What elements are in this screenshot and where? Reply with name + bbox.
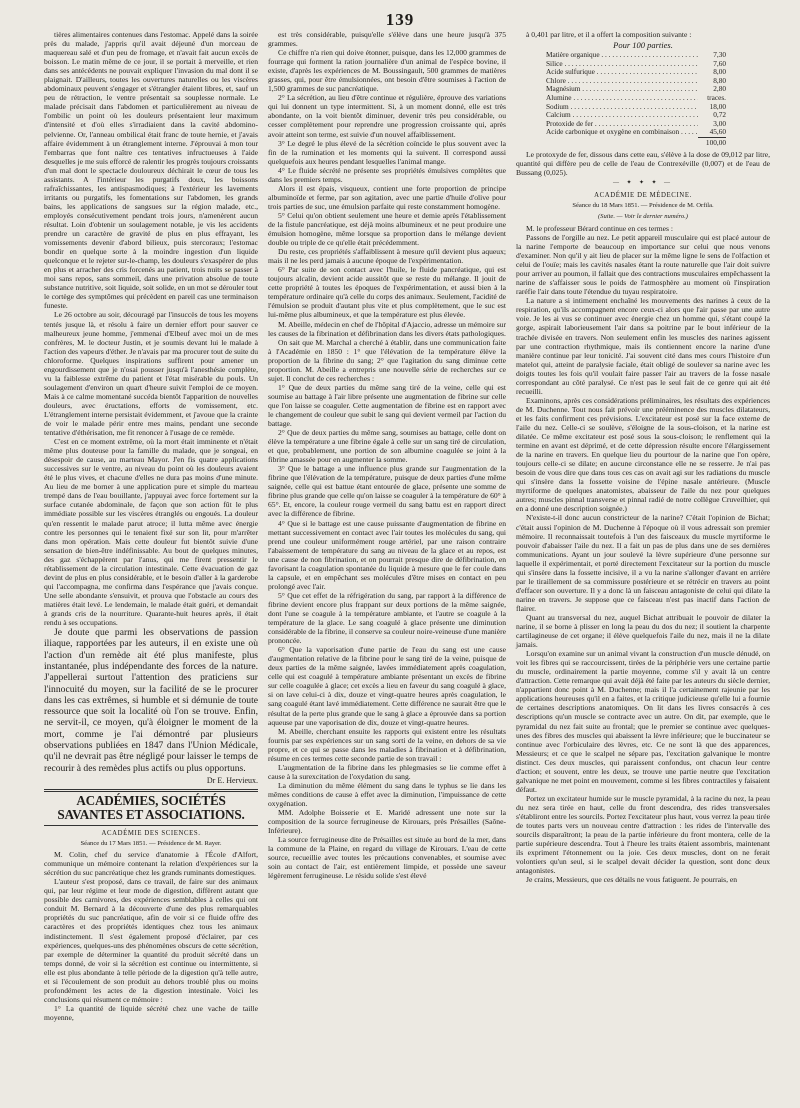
article-paragraph: 4° Le fluide sécrété ne présente ses propriétés émulsives complètes que dans les premiers temps. xyxy=(268,165,506,184)
article-paragraph: Examinons, après ces considérations préliminaires, les résultats des expériences de M. Duchenne. Tout nous fait prévoir une prééminence des muscles dilatateurs, et les faits confirment ces prévisions. L'excitateur est posé sur la face externe de l'aile du nez. Celle-ci se soulève, s'éloigne de la sous-cloison, et la narine est dilatée. Ce même excitateur est posé sous la sous-cloison; le renflement qui la termine en avant est déprimé, et de cette dépression résulte encore l'élargissement de la narine en travers. En quelque lieu du pourtour de la narine que l'on opère, toujours celle-ci se dilate; en aucune circonstance elle ne se resserre. Je n'ai pas besoin de vous dire que dans tous ces cas on avait agi sur les radiations du muscle qui s'insère dans la fossette voisine de l'épine nasale antérieure. (Muscle myrtiforme de quelques anatomistes, abaisseur de l'aile du nez pour quelques autres; muscles pinnal transverse et pinnal radié de notre collègue Cruveilhier, qui en a donné une description soignée.) xyxy=(516,395,770,514)
article-paragraph: On sait que M. Marchal a cherché à établir, dans une communication faite à l'Académie en 1850 : 1° que l'élévation de la température élève la proportion de la fibrine du sang; 2° que l'agitation du sang diminue cette proportion. M. Abeille a entrepris une nouvelle série de recherches sur ce sujet. Il conclut de ces recherches : xyxy=(268,337,506,383)
article-paragraph: L'auteur s'est proposé, dans ce travail, de faire sur des animaux qui, par leur régime et leur mode de digestion, diffèrent autant que possible des carnivores, des expériences semblables à celles qui ont conduit M. Bernard à la découverte d'une des plus remarquables propriétés du suc pancréatique, afin de voir si ce fluide offre des caractères et des propriétés identiques chez tous les animaux indistinctement. Il s'est également proposé d'éclairer, par ces expériences, quelques-uns des phénomènes obscurs de cette sécrétion, par exemple de déterminer la quantité du produit sécrété dans un temps donné, de voir si la sécrétion est continue ou intermittente, si elle est plus abondante à telle période de la digestion qu'à telle autre, et si l'écoulement de son produit au dehors troublé plus ou moins profondément les actes de la digestion intestinale. Voici les conclusions qui résument ce mémoire : xyxy=(44,877,258,1004)
article-paragraph: Ce chiffre n'a rien qui doive étonner, puisque, dans les 12,000 grammes de fourrage qui forment la ration journalière d'un animal de l'espèce bovine, il existe, d'après les expériences de M. Boussingault, 500 grammes de matières grasses, qui, pour être émulsionnées, ont besoin d'être soumises à l'action de 1,500 grammes de suc pancréatique. xyxy=(268,48,506,94)
composition-row xyxy=(546,103,726,112)
article-paragraph: 4° Que si le battage est une cause puissante d'augmentation de fibrine en mettant successivement en contact avec l'air toutes les molécules du sang, qui prend une couleur uniformément rouge artériel, par une raison contraire l'abaissement de température du sang au niveau de la glace et au repos, est une cause de non fibrination, et on pourrait presque dire de défibrination, en favorisant la coagulation spontanée du liquide à mesure que le fer coule dans la capsule, et en empêchant ses molécules d'être mises en contact en peu prolongé avec l'air. xyxy=(268,518,506,591)
article-paragraph: Lorsqu'on examine sur un animal vivant la construction d'un muscle dénudé, on voit les fibres qui se raccourcissent, tirées de la périphérie vers une certaine partie du muscle, ordinairement la partie moyenne, comme s'il y avait là un centre d'attraction. Cette remarque qui avait déjà été faite par les auteurs du siècle dernier, n'appartient donc point à M. Duchenne; mais il l'a certainement rajeunie par les applications heureuses qu'il en a faites, et la critique judicieuse qu'elle lui a fournie de certaines descriptions anatomiques. On lit dans les livres consacrés à ces descriptions qu'un muscle se contracte avec un autre. On dit, par exemple, que le pyramidal du nez fait suite au frontal; que le premier se continue avec quelques-unes des fibres des muscles qui abaissent la lèvre inférieure; que le buccinateur se continue avec l'orbiculaire des lèvres, etc. Ce ne sont là que des apparences, Messieurs; et ce que le scalpel ne sépare pas, l'excitation galvanique le montre distinct. Ces deux muscles, qui paraissent confondus, ont chacun leur centre d'action; et souvent, entre les deux, se trouve une partie neutre que l'excitation galvanique ne met point en mouvement, comme si les fibres contractiles y faisaient défaut. xyxy=(516,649,770,794)
composition-row xyxy=(546,68,726,77)
composition-total-row xyxy=(546,137,726,148)
column-1 xyxy=(44,30,258,1022)
component-value: 45,60 xyxy=(709,127,726,137)
composition-row xyxy=(546,128,726,137)
component-name: Chlore . . . xyxy=(546,77,698,86)
component-value: 3,00 xyxy=(713,118,726,128)
article-paragraph: 5° Que cet effet de la réfrigération du sang, par rapport à la différence de fibrine devient encore plus frappant sur deux portions de la même saignée, dont l'une se coagule à la température ambiante, et l'autre se coagule à la température de la glace. Le sang coagulé à glace présente une diminution considérable de la fibrine, il conserve sa couleur noire-veineuse d'une manière prononcée. xyxy=(268,590,506,646)
component-name: Alumine . . . xyxy=(546,94,698,103)
component-value: 0,72 xyxy=(713,110,726,120)
component-value: 2,80 xyxy=(713,84,726,94)
author-signature: Dr E. Hervieux. xyxy=(206,775,258,785)
article-paragraph: tières alimentaires contenues dans l'estomac. Appelé dans la soirée près du malade, j'appris qu'il avait déjeuné d'un morceau de maquereau salé et d'un peu de fromage, et n'avait fait aucun excès de boisson. Le matin même de ce jour, il se portait à merveille, et rien dans ses antécédents ne pouvait expliquer l'invasion du mal dont il se plaignait. D'ailleurs, toutes les ouvertures naturelles ou les viscères abdominaux peuvent s'engager et s'étrangler étaient libres, et, sauf un peu de rétraction, le ventre présentait sa souplesse normale. Le malade précisait dans l'abdomen et particulièrement au niveau de l'ombilic un point où les douleurs présentaient leur maximum d'intensité et d'où elles s'irradiaient dans la cavité abdomino-pelvienne. Or, l'anneau ombilical était franc de toute hernie, et j'avais affaire évidemment à un étranglement interne. J'éprouvai à mon tour l'embarras que font naître ces tentatives infructueuses à l'aide desquelles je me suis efforcé de ralentir les progrès toujours croissants d'un mal dont le spectacle douloureux déchirait le cœur de tous les assistants. A l'intérieur les purgatifs doux, les boissons rafraîchissantes, les antispasmodiques; à l'extérieur les lavements irritants ou purgatifs, les fomentations sur l'abdomen, les grands bains, les applications de sangsues sur la région malade, etc., employés consécutivement pendant trois jours, n'amenèrent aucun résultat. Loin d'obtenir un soulagement notable, je vis les accidents prendre un caractère de gravité de plus en plus effrayant, les vomissements devenir d'abord bilieux, puis stercoraux; l'estomac bondir en quelque sorte à la moindre ingestion d'un liquide quelconque et le rejeter sur-le-champ, les douleurs s'exaspérer de plus en plus et arracher des cris forcenés au patient, trois nuits se passer à moi sans repos, sans sommeil, dans une privation absolue de toute substance nutritive, soit liquide, soit solide, en un mot se dérouler tout le cortège des symptômes qui précèdent en pareil cas une terminaison funeste. xyxy=(44,30,258,311)
section-divider xyxy=(44,825,258,826)
article-paragraph: L'augmentation de la fibrine dans les phlegmasies se lie comme effet à cause à la surexcitation de l'oxydation du sang. xyxy=(268,762,506,781)
article-paragraph: Le protoxyde de fer, dissous dans cette eau, s'élève à la dose de 09,012 par litre, quantité qui diffère peu de celle de l'eau de Contrexéville (0,007) et de l'eau de Bussang (0,025). xyxy=(516,149,770,177)
article-paragraph: Le 26 octobre au soir, découragé par l'insuccès de tous les moyens tentés jusque là, et résolu à faire un dernier effort pour sauver ce malheureux jeune homme, j'emmenai d'Elbeuf avec moi un de mes confrères, M. le docteur Justin, et je soumis devant lui le malade à l'action des vapeurs d'éther. Je n'avais par ma procurer tout de suite du chloroforme. Quelques inspirations suffirent pour amener un engourdissement que je n'osai pousser jusqu'à l'anesthésie complète, vu la faiblesse extrême du patient et l'état misérable du pouls. Un soulagement d'environ un quart d'heure suivit l'emploi de ce moyen. Mais à ce calme momentané succéda bientôt l'apparition de nouvelles douleurs, avec éructations, efforts de vomissement, etc. L'étranglement interne persistait évidemment, et j'avoue que la crainte de voir le malade périr entre mes mains, pendant une seconde tentative d'éthérisation, me fit renoncer à l'usage de ce remède. xyxy=(44,310,258,438)
article-paragraph: M. Abeille, cherchant ensuite les rapports qui existent entre les résultats fournis par ses expériences sur un sang sorti de la veine, en dehors de sa vie propre, et ce qui se passe dans les maladies à fibrination et à défibrination, résume en ces termes cette seconde partie de son travail : xyxy=(268,726,506,763)
article-paragraph: 1° La quantité de liquide sécrété chez une vache de taille moyenne, xyxy=(44,1003,258,1022)
article-paragraph: La diminution du même élément du sang dans le typhus se lie dans les mêmes conditions de cause à effet avec la diminution, l'impuissance de cette oxygénation. xyxy=(268,780,506,808)
article-paragraph: 2° Que de deux parties du même sang, soumises au battage, celle dont on élève la température a une fibrine égale à celle sur un sang tiré de circulation, et que, probablement, une portion de son albumine coagulée se joint à la fibrine amassée pour en augmenter la somme. xyxy=(268,428,506,465)
article-paragraph: 6° Par suite de son contact avec l'huile, le fluide pancréatique, qui est toujours alcalin, devient acide aussitôt que se reste du mélange. Il jouit de cette propriété à toutes les époques de l'expérimentation, et aussi bien à la température ordinaire qu'à celle du corps des animaux. Seulement, l'acidité de l'émulsion se produit d'autant plus vite et plus complètement, que le suc est lui-même plus albumineux, et que la température est plus élevée. xyxy=(268,265,506,320)
component-value: traces. xyxy=(707,93,726,103)
composition-row xyxy=(546,60,726,69)
academy-heading: ACADÉMIE DES SCIENCES. xyxy=(101,830,201,837)
article-paragraph: à 0,401 par litre, et il a offert la composition suivante : xyxy=(526,30,692,39)
ornament-divider: — ✦ ✦ ✦ — xyxy=(612,179,674,186)
column-2 xyxy=(268,30,506,880)
article-paragraph: 6° Que la vaporisation d'une partie de l'eau du sang est une cause d'augmentation relative de la fibrine pour le sang tiré de la veine, puisque de deux parties de la même saignée, lavées immédiatement après coagulation, celle qui est coagulé à température ambiante présentant un excès de fibrine sur celle coagulée à glace; cet excès a lieu en faveur du sang coagulé à glace, si on lave celui-ci à dix, douze et vingt-quatre heures après coagulation, le sang coagulé étant lavé immédiatement. Cette différence ne saurait être que le résultat de la perte plus grande que le sang à glace a éprouvée dans sa portion aqueuse par une vaporisation de dix, douze et vingt-quatre heures. xyxy=(268,645,506,727)
article-paragraph: 3° Le degré le plus élevé de la sécrétion coïncide le plus souvent avec la fin de la rumination et les moments qui la suivent. Il correspond aussi quelquefois aux heures pendant lesquelles l'animal mange. xyxy=(268,138,506,166)
component-name: Silice . . . xyxy=(546,60,698,69)
article-paragraph: Portez un excitateur humide sur le muscle pyramidal, à la racine du nez, la peau du nez sera tirée en haut, celle du front descendra, des rides transversales s'établiront entre les sourcils. Portez l'excitateur plus haut, vous verrez la peau tirée de toutes parts vers un nouveau centre d'attraction : les rides de l'intervalle des sourcils disparaîtront; la peau de la partie inférieure du front montera, celle de la partie supérieure descendra. Tout à l'heure les traits étaient assombris, maintenant ils expriment l'étonnement ou la joie. Ces deux muscles, dont on ne ferait volontiers qu'un seul, si le scalpel devait décider la question, sont donc deux antagonistes. xyxy=(516,793,770,876)
composition-row xyxy=(546,51,726,60)
component-value: 8,00 xyxy=(713,67,726,77)
page-number: 139 xyxy=(385,10,415,29)
article-paragraph: M. Abeille, médecin en chef de l'hôpital d'Ajaccio, adresse un mémoire sur les causes de la fibrination et défibrination dans les divers états pathologiques. xyxy=(268,319,506,338)
session-line: Séance du 18 Mars 1851. — Présidence de M. Orfila. xyxy=(572,201,714,209)
component-name: Sodium . . . xyxy=(546,103,698,112)
article-paragraph: 1° Que de deux parties du même sang tiré de la veine, celle qui est soumise au battage à l'air libre présente une augmentation de fibrine sur celle que l'on laisse se coaguler. Cette augmentation de fibrine est en rapport avec le changement de couleur que subit le sang qui devient vermeil par l'action du battage. xyxy=(268,382,506,429)
component-value: 7,30 xyxy=(713,50,726,60)
article-paragraph: La nature a si intimement enchaîné les mouvements des narines à ceux de la respiration, qu'ils accompagnent encore ceux-ci alors que l'air passe par une autre voie. Je les ai vus se continuer avec énergie chez un homme qui, s'étant coupé la gorge, aspirait laborieusement l'air dans sa poitrine par le bout inférieur de la trachée divisée en travers. Non seulement enfin les muscles des narines agissent par une contraction rhythmique, mais ils contiennent encore la narine d'une manière continue par leur tonicité. J'ai souvent cité dans mes cours l'histoire d'un matelot qui, atteint de paralysie faciale, était obligé de soulever sa narine avec les doigts toutes les fois qu'il voulait faire passer l'air au travers de la fosse nasale correspondant au côté paralysé. Ce n'est pas le seul fait de ce genre qui ait été recueilli. xyxy=(516,296,770,396)
composition-table xyxy=(546,51,726,148)
session-line: Séance du 17 Mars 1851. — Présidence de M. Rayer. xyxy=(80,840,222,848)
article-paragraph: est très considérable, puisqu'elle s'élève dans une heure jusqu'à 375 grammes. xyxy=(268,30,506,49)
article-paragraph: N'existe-t-il donc aucun constricteur de la narine? C'était l'opinion de Bichat; c'était aussi l'opinion de M. Duchenne à l'époque où il vous adressait son premier mémoire. Il reconnaissait toutefois à l'un des faisceaux du muscle myrtiforme le pouvoir d'abaisser l'aile du nez. Il a fait un pas de plus dans une de ses dernières communications. Ayant un jour soulevé la lèvre supérieure d'une personne sur laquelle il expérimentait, et porté directement l'excitateur sur la portion du muscle qui s'insère dans la fossette incisive, il a vu la narine s'allonger d'avant en arrière par le tiraillement de sa commissure postérieure et se rétrécir en travers au point d'effacer son ouverture. Il y a donc là un faisceau antagoniste de celui qui dilate la narine en travers. Je suppose que ce faisceau n'est pas inactif dans l'action de flairer. xyxy=(516,513,770,613)
composition-row xyxy=(546,85,726,94)
component-name: Calcium . . . xyxy=(546,111,698,120)
component-value: 7,60 xyxy=(713,58,726,68)
composition-table-title: Pour 100 parties. xyxy=(613,40,673,51)
composition-row xyxy=(546,77,726,86)
section-divider xyxy=(44,789,258,792)
column-3 xyxy=(516,30,770,884)
component-value: 18,00 xyxy=(709,101,726,111)
article-paragraph: 3° Que le battage a une influence plus grande sur l'augmentation de la fibrine que l'élévation de la température, puisque de deux parties d'une même saignée, celle qui est battue étant entourée de glace, présente une somme de fibrine plus grande que celle qu'on laisse se coaguler à la température de 60° à 65°. Et, encore, la couleur rouge vermeil du sang battu est en rapport direct avec la différence de fibrine. xyxy=(268,464,506,519)
article-paragraph: C'est en ce moment extrême, où la mort était imminente et n'était même plus douteuse pour la famille du malade, que je songeai, en désespoir de cause, au marteau Mayor. J'en fis quatre applications successives sur le ventre, au niveau du point où les douleurs avaient été le plus vives, et chacune d'elles ne dura pas moins d'une minute. Au lieu de me borner à une application pure et simple du marteau trempé dans de l'eau bouillante, j'appuyai avec force fortement sur la surface cutanée abdominale, de façon que son action fût le plus immédiate possible sur les viscères étranglés ou engoués. La douleur qu'en ressentit le malade parut atroce; il lutta même avec énergie contre les personnes qui le tenaient fixé sur son lit, pour m'arrêter dans mon opération. Mais cette douleur fut bientôt suivie d'une sensation de bien-être indéfinissable. Au bout de quelques minutes, des gaz s'échappèrent par l'anus, qui me firent pressentir le rétablissement de la circulation intestinale. Cette évacuation de gaz devint de plus en plus considérable, et le besoin d'aller à la garderobe qui l'accompagna, me confirma dans l'espérance que j'avais conçue. Une selle abondante s'ensuivit, et prouva que l'obstacle au cours des matières était levé. Le lendemain, le malade était guéri, et demandait à grands cris de la nourriture. Quarante-huit heures après, il était rendu à ses occupations. xyxy=(44,437,258,628)
academy-heading: ACADÉMIE DE MÉDECINE. xyxy=(594,191,692,199)
article-paragraph: M. le professeur Bérard continue en ces termes : xyxy=(526,223,673,233)
composition-total: 100,00 xyxy=(698,137,726,148)
article-paragraph: Quant au transversal du nez, auquel Bichat attribuait le pouvoir de dilater la narine, il se borne à plisser en long la peau du dos du nez; il soutient la charpente cartilagineuse de cet organe; il élève quelquefois l'aile du nez, mais il ne la dilate jamais. xyxy=(516,612,770,650)
article-paragraph: 2° La sécrétion, au lieu d'être continue et régulière, éprouve des variations qui lui donnent un type intermittent. Si, à un moment donné, elle est très abondante, on la voit bientôt diminuer, devenir très peu considérable, ou cesser complètement pour reprendre une progression croissante qui, après avoir atteint son terme, est suivie d'un nouvel affaiblissement. xyxy=(268,93,506,139)
composition-row xyxy=(546,120,726,129)
component-name: Acide carbonique et oxygène en combinaison . . . xyxy=(546,128,698,137)
composition-row xyxy=(546,111,726,120)
component-name: Acide sulfurique . . . xyxy=(546,68,698,77)
article-paragraph: Du reste, ces propriétés s'affaiblissent à mesure qu'il devient plus aqueux; mais il ne les perd jamais à aucune époque de l'expérimentation. xyxy=(268,247,506,266)
article-paragraph: Passons de l'orgille au nez. Le petit appareil musculaire qui est placé autour de la narine l'emporte de beaucoup en importance sur celui que nous venons d'examiner. Non qu'il y ait lieu de placer sur la même ligne le sens de l'olfaction et celui de l'ouïe; mais les cavités nasales étant la route naturelle que l'air doit suivre pour arriver au poumon, il fallait que des contractions musculaires empêchassent la narine de s'affaisser sous le poids de l'atmosphère au moment où l'inspiration raréfie l'air dans toute l'étendue du tuyau respiratoire. xyxy=(516,233,770,297)
article-paragraph: Alors il est épais, visqueux, contient une forte proportion de principe albuminoïde et ferme, par son agitation, avec une partie d'huile d'olive pour trois parties de suc, une émulsion parfaite qui reste constamment homogène. xyxy=(268,183,506,211)
section-title: ACADÉMIES, SOCIÉTÉS SAVANTES ET ASSOCIATIONS. xyxy=(57,793,245,822)
article-paragraph: M. Colin, chef du service d'anatomie à l'École d'Alfort, communique un mémoire contenant la relation d'expériences sur la sécrétion du suc pancréatique chez les grands ruminants domestiques. xyxy=(44,850,258,878)
component-name: Magnésium . . . xyxy=(546,85,698,94)
conclusion-paragraph: Je doute que parmi les observations de passion iliaque, rapportées par les auteurs, il en existe une où l'action d'un remède ait été plus manifeste, plus instantanée, plus indépendante des forces de la nature. J'appellerai surtout l'attention des praticiens sur l'innocuité du moyen, sur la facilité de se le procurer dans les cas extrêmes, si humble et si démunie de toute ressource que soit la localité où l'on se trouve. Enfin, ne servit-il, ce moyen, qu'à éloigner le moment de la mort, comme je l'ai démontré par plusieurs observations publiées en 1847 dans l'Union Médicale, qu'il ne devrait pas être négligé pour laisser le temps de recourir à des remèdes plus actifs ou plus opportuns. xyxy=(44,627,258,774)
article-paragraph: MM. Adolphe Boisserie et E. Maridé adressent une note sur la composition de la source ferrugineuse de Kirouars, près Présailles (Saône-Inférieure). xyxy=(268,808,506,836)
continuation-note: (Suite. — Voir le dernier numéro.) xyxy=(597,212,689,220)
component-name: Matière organique . . . xyxy=(546,51,698,60)
article-paragraph: La source ferrugineuse dite de Présailles est située au bord de la mer, dans la commune de la Plaine, en regard du village de Kirouars. L'eau de cette source, recueillie avec toutes les précautions convenables, et soumise avec soin au contact de l'air, est entièrement limpide, et possède une saveur légèrement ferrugineuse. Le résidu solide s'est élevé xyxy=(268,835,506,881)
composition-row xyxy=(546,94,726,103)
article-paragraph: Je crains, Messieurs, que ces détails ne vous fatiguent. Je pourrais, en xyxy=(526,875,738,885)
component-name: Protoxide de fer . . . xyxy=(546,120,698,129)
component-value: 8,80 xyxy=(713,75,726,85)
article-paragraph: 5° Celui qu'on obtient seulement une heure et demie après l'établissement de la fistule pancréatique, est déjà moins albumineux et ne peut produire une émulsion homogène, même lorsque sa proportion dans le mélange devient double ou triple de ce qu'elle était précédemment. xyxy=(268,210,506,248)
